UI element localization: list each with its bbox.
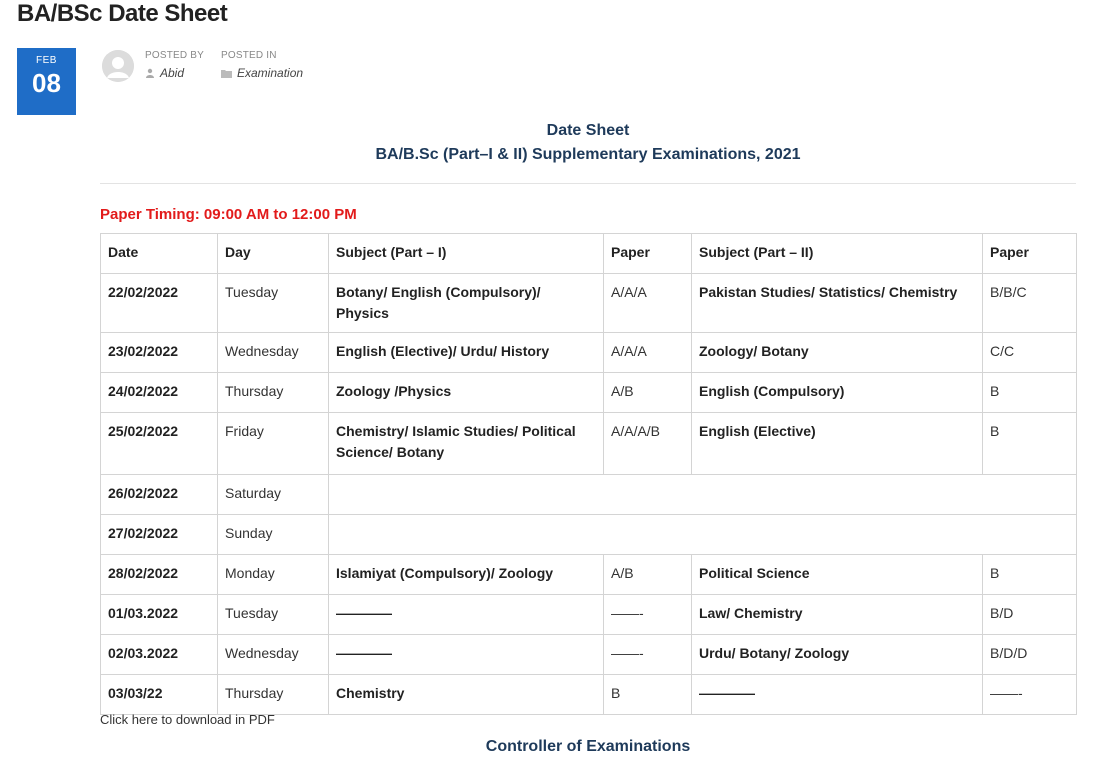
cell-day: Sunday: [218, 515, 329, 555]
cell-paper-part2: C/C: [983, 333, 1077, 373]
cell-paper-part2: B/D/D: [983, 635, 1077, 675]
cell-date: 28/02/2022: [101, 555, 218, 595]
cell-empty-merged: [329, 475, 1077, 515]
posted-by: [145, 50, 204, 80]
post-date-month: FEB: [36, 55, 57, 66]
date-sheet-table: [100, 233, 1077, 715]
posted-in: [221, 50, 303, 80]
cell-paper-part1: A/A/A: [604, 274, 692, 333]
exam-subtitle: BA/B.Sc (Part–I & II) Supplementary Examinations, 2021: [375, 146, 801, 163]
cell-day: Thursday: [218, 675, 329, 715]
cell-paper-part1: ——-: [604, 595, 692, 635]
posted-by-label: POSTED BY: [145, 50, 205, 61]
table-row: [101, 475, 1077, 515]
divider: [100, 183, 1076, 184]
cell-subject-part1: Botany/ English (Compulsory)/ Physics: [329, 274, 604, 333]
table-row: [101, 555, 1077, 595]
post-date-day: 08: [32, 68, 61, 98]
cell-subject-part1: Chemistry: [329, 675, 604, 715]
cell-subject-part2: Law/ Chemistry: [692, 595, 983, 635]
author-link[interactable]: Abid: [160, 66, 185, 80]
cell-day: Thursday: [218, 373, 329, 413]
header-subject-part2: Subject (Part – II): [692, 234, 983, 274]
download-pdf-link[interactable]: Click here to download in PDF: [100, 712, 275, 727]
category-link[interactable]: Examination: [237, 66, 304, 80]
cell-paper-part1: ——-: [604, 635, 692, 675]
cell-date: 01/03.2022: [101, 595, 218, 635]
table-row: [101, 635, 1077, 675]
header-day: Day: [218, 234, 329, 274]
cell-day: Tuesday: [218, 595, 329, 635]
cell-day: Wednesday: [218, 635, 329, 675]
cell-empty-merged: [329, 515, 1077, 555]
cell-date: 27/02/2022: [101, 515, 218, 555]
cell-subject-part1: Chemistry/ Islamic Studies/ Political Science/ Botany: [329, 413, 604, 475]
cell-date: 22/02/2022: [101, 274, 218, 333]
avatar-placeholder-icon: [102, 50, 134, 82]
cell-day: Monday: [218, 555, 329, 595]
cell-paper-part2: B: [983, 373, 1077, 413]
posted-in-label: POSTED IN: [221, 50, 277, 61]
cell-date: 02/03.2022: [101, 635, 218, 675]
cell-paper-part1: A/A/A/B: [604, 413, 692, 475]
paper-timing: Paper Timing: 09:00 AM to 12:00 PM: [100, 206, 357, 223]
cell-date: 23/02/2022: [101, 333, 218, 373]
cell-subject-part1: ————: [329, 595, 604, 635]
header-date: Date: [101, 234, 218, 274]
cell-subject-part2: English (Elective): [692, 413, 983, 475]
cell-subject-part1: Zoology /Physics: [329, 373, 604, 413]
cell-subject-part2: Urdu/ Botany/ Zoology: [692, 635, 983, 675]
content-heading: [100, 119, 1076, 167]
table-row: [101, 274, 1077, 333]
table-header-row: [101, 234, 1077, 274]
table-row: [101, 595, 1077, 635]
cell-date: 25/02/2022: [101, 413, 218, 475]
cell-subject-part2: Zoology/ Botany: [692, 333, 983, 373]
table-row: [101, 675, 1077, 715]
cell-subject-part1: English (Elective)/ Urdu/ History: [329, 333, 604, 373]
cell-paper-part2: B/B/C: [983, 274, 1077, 333]
cell-day: Friday: [218, 413, 329, 475]
post-date-badge: [17, 48, 76, 115]
header-paper-part2: Paper: [983, 234, 1077, 274]
cell-day: Saturday: [218, 475, 329, 515]
cell-subject-part1: ————: [329, 635, 604, 675]
cell-paper-part2: ——-: [983, 675, 1077, 715]
controller-of-examinations: Controller of Examinations: [485, 738, 691, 755]
header-subject-part1: Subject (Part – I): [329, 234, 604, 274]
cell-subject-part1: Islamiyat (Compulsory)/ Zoology: [329, 555, 604, 595]
cell-paper-part1: A/B: [604, 373, 692, 413]
date-sheet-title: Date Sheet: [546, 122, 630, 139]
table-row: [101, 373, 1077, 413]
cell-paper-part1: A/A/A: [604, 333, 692, 373]
cell-paper-part2: B: [983, 555, 1077, 595]
cell-day: Wednesday: [218, 333, 329, 373]
cell-date: 26/02/2022: [101, 475, 218, 515]
author-avatar: [102, 50, 134, 82]
table-row: [101, 413, 1077, 475]
cell-subject-part2: Pakistan Studies/ Statistics/ Chemistry: [692, 274, 983, 333]
cell-paper-part1: A/B: [604, 555, 692, 595]
post-title: BA/BSc Date Sheet: [17, 0, 228, 27]
table-row: [101, 333, 1077, 373]
header-paper-part1: Paper: [604, 234, 692, 274]
cell-paper-part2: B/D: [983, 595, 1077, 635]
user-icon: [145, 68, 155, 78]
table-row: [101, 515, 1077, 555]
folder-icon: [221, 69, 232, 78]
cell-date: 24/02/2022: [101, 373, 218, 413]
cell-date: 03/03/22: [101, 675, 218, 715]
cell-paper-part1: B: [604, 675, 692, 715]
cell-paper-part2: B: [983, 413, 1077, 475]
cell-subject-part2: Political Science: [692, 555, 983, 595]
cell-subject-part2: ————: [692, 675, 983, 715]
cell-day: Tuesday: [218, 274, 329, 333]
cell-subject-part2: English (Compulsory): [692, 373, 983, 413]
